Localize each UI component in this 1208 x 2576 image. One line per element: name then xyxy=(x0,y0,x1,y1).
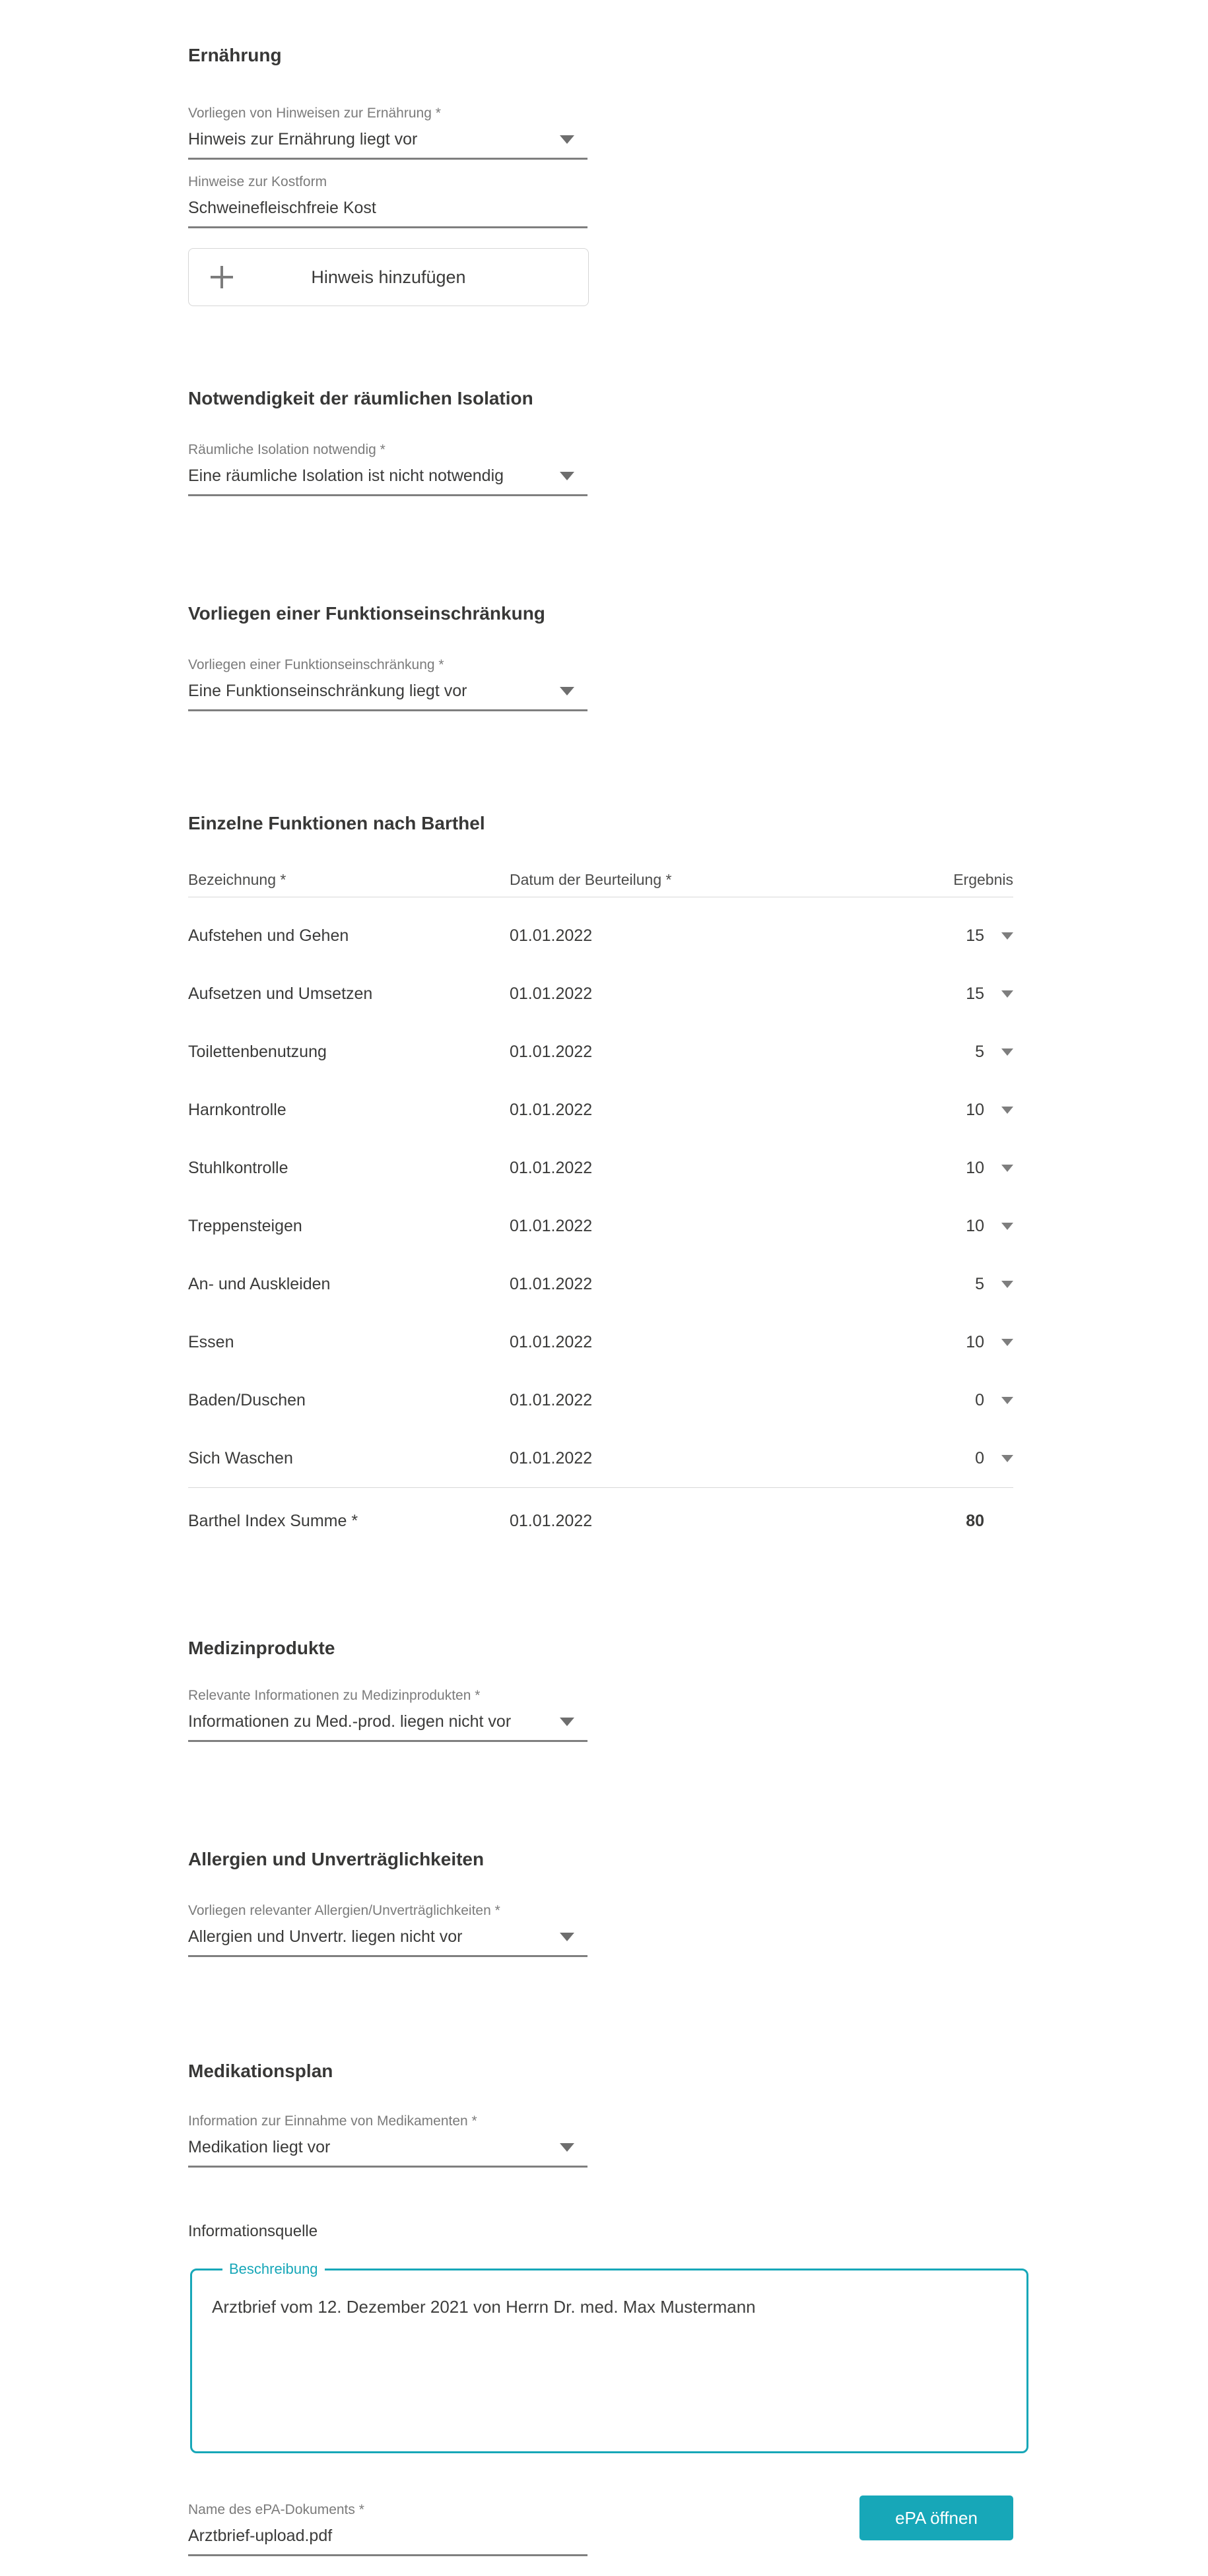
kostform-input[interactable] xyxy=(188,195,587,228)
plus-icon xyxy=(211,266,233,288)
medikationsplan-label: Information zur Einnahme von Medikamenten * xyxy=(188,2113,477,2129)
barthel-result-select[interactable] xyxy=(868,1159,1013,1178)
funktionseinschraenkung-label: Vorliegen einer Funktionseinschränkung * xyxy=(188,657,444,672)
chevron-down-icon xyxy=(560,135,574,144)
add-hinweis-button[interactable] xyxy=(188,248,589,306)
barthel-date-field[interactable]: 01.01.2022 xyxy=(510,1100,593,1119)
section-medizinprodukte xyxy=(188,1636,1013,1742)
beschreibung-textarea[interactable]: Arztbrief vom 12. Dezember 2021 von Herrn Dr. med. Max Mustermann xyxy=(212,2297,756,2317)
barthel-row-name: Stuhlkontrolle xyxy=(188,1158,288,1177)
epa-name-field xyxy=(188,2501,587,2556)
epa-open-button-label: ePA öffnen xyxy=(895,2507,978,2528)
allergien-value: Allergien und Unvertr. liegen nicht vor xyxy=(188,1927,463,1946)
medizinprodukte-value: Informationen zu Med.-prod. liegen nicht vor xyxy=(188,1712,512,1731)
barthel-result-value: 10 xyxy=(966,1158,984,1177)
table-row xyxy=(188,1371,1013,1429)
ernaehrung-hinweis-field xyxy=(188,104,587,160)
barthel-result-value: 0 xyxy=(975,1448,984,1467)
barthel-summary-row xyxy=(188,1488,1013,1531)
barthel-result-select[interactable] xyxy=(868,1275,1013,1294)
epa-name-value: Arztbrief-upload.pdf xyxy=(188,2527,333,2545)
medikationsplan-value: Medikation liegt vor xyxy=(188,2138,331,2156)
barthel-date-field[interactable]: 01.01.2022 xyxy=(510,984,593,1003)
beschreibung-fieldset xyxy=(190,2261,1028,2453)
beschreibung-legend: Beschreibung xyxy=(229,2261,318,2277)
funktionseinschraenkung-field xyxy=(188,656,587,711)
epa-name-input[interactable] xyxy=(188,2523,587,2556)
section-ernaehrung xyxy=(188,44,1013,306)
table-row xyxy=(188,1313,1013,1371)
table-row xyxy=(188,1429,1013,1487)
barthel-summary-date: 01.01.2022 xyxy=(510,1512,593,1530)
isolation-value: Eine räumliche Isolation ist nicht notwendig xyxy=(188,467,504,485)
chevron-down-icon xyxy=(560,1933,574,1941)
barthel-result-select[interactable] xyxy=(868,1333,1013,1352)
funktionseinschraenkung-value: Eine Funktionseinschränkung liegt vor xyxy=(188,682,467,700)
kostform-field xyxy=(188,173,587,228)
barthel-row-name: Sich Waschen xyxy=(188,1448,293,1467)
medikationsplan-select[interactable] xyxy=(188,2134,587,2168)
table-row xyxy=(188,1081,1013,1139)
medizinprodukte-field xyxy=(188,1687,587,1742)
kostform-label: Hinweise zur Kostform xyxy=(188,174,327,189)
informationsquelle-label: Informationsquelle xyxy=(188,2222,318,2240)
medikationsplan-field xyxy=(188,2112,587,2168)
barthel-result-value: 15 xyxy=(966,926,984,945)
barthel-row-name: Essen xyxy=(188,1332,234,1351)
section-allergien xyxy=(188,1848,1013,1957)
barthel-row-name: Toilettenbenutzung xyxy=(188,1042,327,1061)
epa-name-label: Name des ePA-Dokuments * xyxy=(188,2502,364,2517)
section-funktionseinschraenkung xyxy=(188,602,1013,711)
chevron-down-icon xyxy=(1001,1223,1013,1230)
chevron-down-icon xyxy=(1001,1165,1013,1172)
column-header-ergebnis: Ergebnis xyxy=(953,871,1013,888)
barthel-result-select[interactable] xyxy=(868,1217,1013,1236)
chevron-down-icon xyxy=(1001,1048,1013,1056)
table-row xyxy=(188,1255,1013,1313)
epa-open-button[interactable] xyxy=(859,2496,1013,2540)
medizinprodukte-label: Relevante Informationen zu Medizinprodukten * xyxy=(188,1688,481,1703)
allergien-select[interactable] xyxy=(188,1923,587,1957)
barthel-date-field[interactable]: 01.01.2022 xyxy=(510,1448,593,1467)
barthel-row-name: Aufsetzen und Umsetzen xyxy=(188,984,373,1003)
barthel-row-name: Treppensteigen xyxy=(188,1216,302,1235)
chevron-down-icon xyxy=(1001,1107,1013,1114)
chevron-down-icon xyxy=(1001,1281,1013,1288)
table-row xyxy=(188,1023,1013,1081)
barthel-table-body xyxy=(188,907,1013,1487)
funktionseinschraenkung-select[interactable] xyxy=(188,678,587,711)
funktionseinschraenkung-title: Vorliegen einer Funktionseinschränkung xyxy=(188,603,545,624)
allergien-title: Allergien und Unverträglichkeiten xyxy=(188,1849,485,1869)
ernaehrung-title: Ernährung xyxy=(188,45,282,65)
medizinprodukte-title: Medizinprodukte xyxy=(188,1638,335,1658)
barthel-date-field[interactable]: 01.01.2022 xyxy=(510,1042,593,1061)
medizinprodukte-select[interactable] xyxy=(188,1708,587,1742)
barthel-result-select[interactable] xyxy=(868,1043,1013,1062)
barthel-summary-name: Barthel Index Summe * xyxy=(188,1512,358,1530)
table-row xyxy=(188,1197,1013,1255)
chevron-down-icon xyxy=(560,687,574,695)
barthel-row-name: Aufstehen und Gehen xyxy=(188,926,349,945)
barthel-table-header xyxy=(188,871,1013,897)
section-barthel xyxy=(188,812,1013,1531)
barthel-result-select[interactable] xyxy=(868,1101,1013,1120)
chevron-down-icon xyxy=(560,1718,574,1726)
section-medikationsplan xyxy=(188,2059,1013,2556)
chevron-down-icon xyxy=(1001,1339,1013,1346)
ernaehrung-hinweis-label: Vorliegen von Hinweisen zur Ernährung * xyxy=(188,106,441,121)
barthel-date-field[interactable]: 01.01.2022 xyxy=(510,926,593,945)
epa-row xyxy=(188,2501,1013,2556)
table-row xyxy=(188,907,1013,965)
isolation-title: Notwendigkeit der räumlichen Isolation xyxy=(188,388,533,408)
chevron-down-icon xyxy=(560,472,574,480)
barthel-date-field[interactable]: 01.01.2022 xyxy=(510,1216,593,1235)
medikationsplan-title: Medikationsplan xyxy=(188,2061,333,2081)
barthel-summary-result xyxy=(868,1512,1013,1531)
chevron-down-icon xyxy=(1001,932,1013,940)
barthel-date-field[interactable]: 01.01.2022 xyxy=(510,1158,593,1177)
allergien-label: Vorliegen relevanter Allergien/Unverträglichkeiten * xyxy=(188,1903,500,1918)
chevron-down-icon xyxy=(1001,990,1013,998)
barthel-result-value: 10 xyxy=(966,1216,984,1235)
isolation-select[interactable] xyxy=(188,463,587,496)
barthel-result-value: 5 xyxy=(975,1042,984,1061)
barthel-title: Einzelne Funktionen nach Barthel xyxy=(188,813,485,833)
table-row xyxy=(188,965,1013,1023)
barthel-result-select[interactable] xyxy=(868,926,1013,946)
arrow-spacer xyxy=(1001,1521,1013,1522)
section-isolation xyxy=(188,387,1013,496)
barthel-row-name: An- und Auskleiden xyxy=(188,1274,331,1293)
barthel-date-field[interactable]: 01.01.2022 xyxy=(510,1274,593,1293)
chevron-down-icon xyxy=(1001,1397,1013,1404)
barthel-row-name: Baden/Duschen xyxy=(188,1390,306,1409)
patient-form xyxy=(188,0,1013,2556)
barthel-row-name: Harnkontrolle xyxy=(188,1100,286,1119)
add-hinweis-button-label: Hinweis hinzufügen xyxy=(311,267,466,287)
chevron-down-icon xyxy=(560,2143,574,2152)
barthel-summary-value: 80 xyxy=(966,1512,984,1530)
column-header-bezeichnung: Bezeichnung * xyxy=(188,871,286,888)
kostform-value: Schweinefleischfreie Kost xyxy=(188,199,376,217)
barthel-result-select[interactable] xyxy=(868,1449,1013,1468)
ernaehrung-hinweis-value: Hinweis zur Ernährung liegt vor xyxy=(188,130,418,148)
chevron-down-icon xyxy=(1001,1455,1013,1462)
barthel-result-value: 10 xyxy=(966,1100,984,1119)
barthel-date-field[interactable]: 01.01.2022 xyxy=(510,1332,593,1351)
isolation-label: Räumliche Isolation notwendig * xyxy=(188,442,386,457)
barthel-result-select[interactable] xyxy=(868,1391,1013,1410)
ernaehrung-hinweis-select[interactable] xyxy=(188,126,587,160)
barthel-table xyxy=(188,871,1013,1531)
barthel-result-value: 5 xyxy=(975,1274,984,1293)
column-header-datum: Datum der Beurteilung * xyxy=(510,871,672,888)
barthel-result-value: 10 xyxy=(966,1332,984,1351)
barthel-result-value: 15 xyxy=(966,984,984,1003)
table-row xyxy=(188,1139,1013,1197)
barthel-result-value: 0 xyxy=(975,1390,984,1409)
barthel-result-select[interactable] xyxy=(868,984,1013,1004)
barthel-date-field[interactable]: 01.01.2022 xyxy=(510,1390,593,1409)
isolation-field xyxy=(188,441,587,496)
allergien-field xyxy=(188,1902,587,1957)
